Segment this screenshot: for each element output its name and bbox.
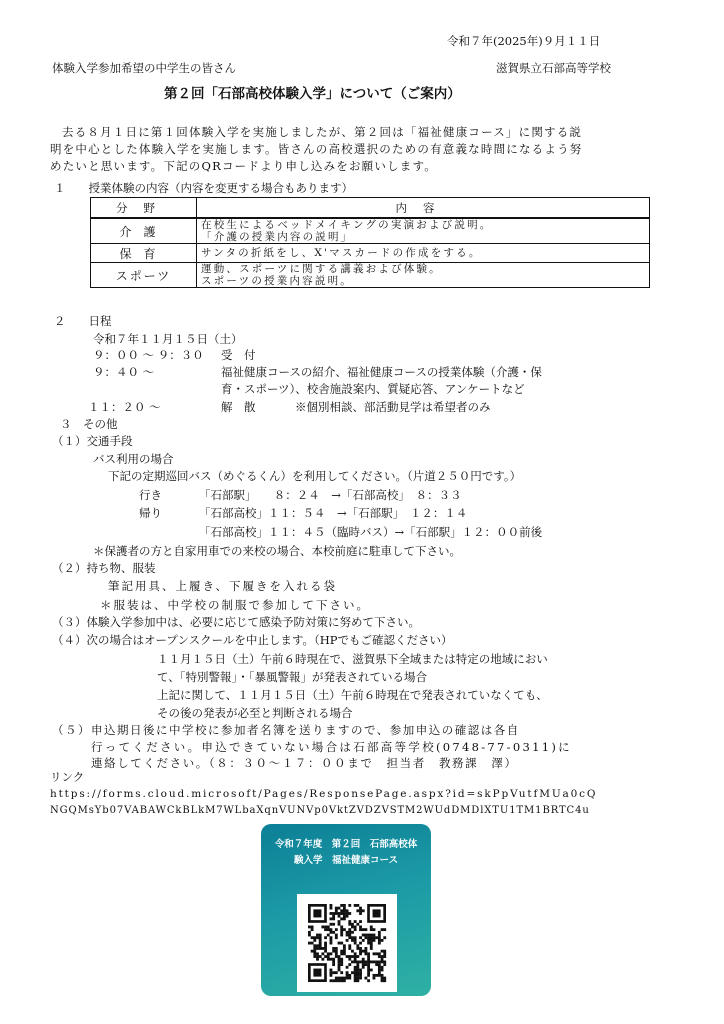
bus-return-label: 帰り [139, 506, 162, 520]
bus-return-route-1: 「石部高校」１１：５４ →「石部駅」 １２：１４ [199, 506, 468, 520]
content-cell [197, 244, 650, 263]
bus-return-route-2: 「石部高校」１１：４５（臨時バス）→「石部駅」１２：００前後 [199, 525, 543, 539]
qr-card-title-line-2: 験入学 福祉健康コース [293, 855, 399, 866]
event-date: 令和７年１１月１５日（土） [93, 332, 243, 346]
reception-time: ９：００ ～ ９：３０ [93, 348, 204, 362]
intro-line-1: 去る８月１日に第１回体験入学を実施しましたが、第２回は「福祉健康コース」に関する説 [62, 125, 583, 139]
category-cell: 介護 [91, 218, 197, 244]
content-cell [197, 263, 650, 288]
roster-line-2: 行ってください。申込できていない場合は石部高等学校(0748-77-0311)に [91, 740, 572, 754]
content-cell [197, 218, 650, 244]
program-line-2: 育・スポーツ）、校舎施設案内、質疑応答、アンケートなど [221, 382, 525, 396]
reception-label: 受 付 [221, 348, 256, 362]
transport-heading: （１）交通手段 [52, 434, 133, 448]
section-3-heading: ３ その他 [60, 417, 118, 431]
cancel-line-3: 上記に関して、１１月１５日（土）午前６時現在で発表されていなくても、 [157, 688, 548, 702]
intro-line-3: めたいと思います。下記のQRコードより申し込みをお願いします。 [50, 159, 437, 173]
qr-code-icon [297, 894, 397, 992]
table-row [91, 263, 650, 288]
content-line: 運動、スポーツに関する講義および体験。 [201, 263, 442, 275]
content-line: サンタの折紙をし、X'マスカードの作成をする。 [201, 247, 482, 259]
cancel-heading: （４）次の場合はオープンスクールを中止します。（HPでもご確認ください） [52, 633, 453, 647]
intro-line-2: 明を中心とした体験入学を実施します。皆さんの高校選択のための有意義な時間になるよう努 [50, 142, 583, 156]
infection-note: （３）体験入学参加中は、必要に応じて感染予防対策に努めて下さい。 [52, 615, 420, 629]
document-date: 令和７年(2025年)９月１１日 [447, 34, 601, 48]
dress-note: ＊服装は、中学校の制服で参加して下さい。 [100, 598, 370, 612]
cancel-line-2: て、「特別警報」・「暴風警報」が発表されている場合 [157, 670, 428, 684]
cancel-line-4: その後の発表が必至と判断される場合 [157, 706, 353, 720]
table-header-field: 分野 [91, 198, 197, 219]
bus-intro: 下記の定期巡回バス（めぐるくん）を利用してください。（片道２５０円です。） [108, 469, 522, 483]
sender-school: 滋賀県立石部高等学校 [496, 61, 611, 75]
belongings-items: 筆記用具、上履き、下履きを入れる袋 [108, 579, 338, 593]
table-header-row [91, 198, 650, 219]
roster-line-3: 連絡してください。（８：３０～１７：００まで 担当者 教務課 澤） [91, 756, 518, 770]
qr-card [261, 824, 431, 996]
table-row [91, 218, 650, 244]
link-label: リンク [50, 770, 85, 784]
table-header-content: 内容 [197, 198, 650, 219]
dismiss-label: 解 散 [221, 400, 256, 414]
cancel-line-1: １１月１５日（土）午前６時現在で、滋賀県下全域または特定の地域におい [157, 652, 548, 666]
bus-go-label: 行き [139, 488, 162, 502]
dismiss-note: ※個別相談、部活動見学は希望者のみ [295, 400, 491, 414]
section-2-heading: ２ 日程 [54, 314, 112, 328]
link-url-line-2[interactable]: NGQMsYb07VABAWCkBLkM7WLbaXqnVUNVp0VktZVDZVSTM2WUdDMDlXTU1TM1BRTC4u [50, 805, 590, 816]
category-cell: 保育 [91, 244, 197, 263]
content-line: スポーツの授業内容説明。 [201, 275, 353, 287]
recipient: 体験入学参加希望の中学生の皆さん [52, 61, 236, 75]
bus-go-route: 「石部駅」 ８：２４ →「石部高校」 ８：３３ [199, 488, 462, 502]
section-1-heading: １ 授業体験の内容（内容を変更する場合もあります） [54, 181, 353, 195]
subject-table [90, 197, 650, 288]
bus-subheading: バス利用の場合 [93, 452, 174, 466]
car-note: ＊保護者の方と自家用車での来校の場合、本校前庭に駐車して下さい。 [93, 544, 461, 558]
content-line: 「介護の授業内容の説明」 [201, 231, 354, 243]
program-line-1: 福祉健康コースの紹介、福祉健康コースの授業体験（介護・保 [221, 365, 542, 379]
belongings-heading: （２）持ち物、服装 [52, 561, 156, 575]
page-title: 第２回「石部高校体験入学」について（ご案内） [164, 86, 461, 102]
qr-card-title-line-1: 令和７年度 第２回 石部高校体 [274, 839, 418, 850]
category-cell: スポーツ [91, 263, 197, 288]
program-time: ９：４０ ～ [93, 365, 155, 379]
link-url-line-1[interactable]: https://forms.cloud.microsoft/Pages/ResponsePage.aspx?id=skPpVutfMUa0cQ [50, 788, 598, 800]
dismiss-time: １１：２０ ～ [88, 400, 161, 414]
qr-code[interactable] [297, 894, 397, 992]
content-line: 在校生によるベッドメイキングの実演および説明。 [201, 219, 493, 231]
table-row [91, 244, 650, 263]
roster-line-1: （５）申込期日後に中学校に参加者名簿を送りますので、参加申込の確認は各自 [52, 723, 520, 737]
